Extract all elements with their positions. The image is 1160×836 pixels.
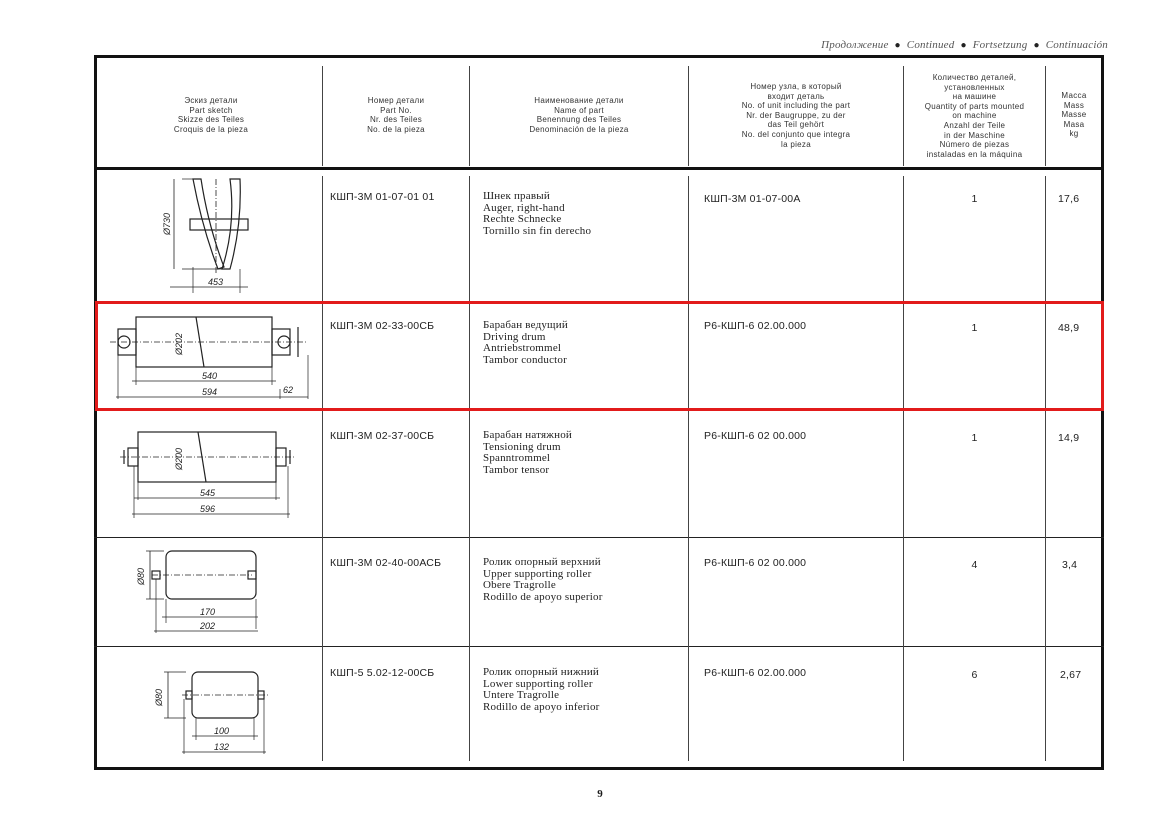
- mass-value: 48,9: [1058, 322, 1080, 334]
- unit-number: Р6-КШП-6 02 00.000: [704, 557, 807, 569]
- column-header-qty: Количество деталей, установленных на машине Quantity of parts mounted on machine Anzahl der Teile in der Maschine Número de piezas instaladas en la máquina: [924, 73, 1025, 159]
- row-divider: [94, 537, 1104, 538]
- dimension-label: 170: [200, 607, 216, 617]
- column-divider: [469, 176, 470, 761]
- part-name: Шнек правый Auger, right-hand Rechte Schnecke Tornillo sin fin derecho: [483, 190, 592, 237]
- column-header-mass: Масса Mass Masse Masa kg: [1061, 91, 1087, 139]
- dimension-label: 540: [202, 371, 218, 381]
- column-header-unit: Номер узла, в который входит деталь No. of unit including the part Nr. der Baugruppe, zu der das Teil gehört No. del conjunto que integra la pieza: [741, 82, 851, 149]
- continued-header: [700, 39, 1108, 51]
- mass-value: 17,6: [1058, 193, 1080, 205]
- unit-number: Р6-КШП-6 02.00.000: [704, 667, 807, 679]
- dimension-label: Ø202: [174, 332, 184, 355]
- dimension-label: 596: [200, 504, 216, 514]
- part-number: КШП-3М 02-37-00СБ: [330, 430, 435, 442]
- column-header-part-no: Номер детали Part No. Nr. des Teiles No. de la pieza: [367, 96, 425, 134]
- part-number: КШП-3М 01-07-01 01: [330, 191, 435, 203]
- bullet-icon: ●: [894, 40, 901, 51]
- dimension-label: 545: [200, 488, 216, 498]
- page-number: 9: [597, 788, 603, 800]
- column-divider: [688, 176, 689, 761]
- column-divider: [322, 176, 323, 761]
- unit-number: Р6-КШП-6 02 00.000: [704, 430, 807, 442]
- unit-number: КШП-3М 01-07-00А: [704, 193, 801, 205]
- column-header-sketch: Эскиз детали Part sketch Skizze des Teiles Croquis de la pieza: [173, 96, 249, 134]
- part-name: Ролик опорный нижний Lower supporting roller Untere Tragrolle Rodillo de apoyo inferior: [483, 666, 600, 713]
- mass-value: 3,4: [1062, 559, 1078, 571]
- dimension-label: 594: [202, 387, 218, 397]
- dimension-label: 453: [208, 277, 224, 287]
- part-number: КШП-3М 02-33-00СБ: [330, 320, 435, 332]
- header-divider: [94, 167, 1104, 170]
- quantity: 1: [971, 193, 978, 205]
- column-divider: [1045, 176, 1046, 761]
- continued-de: Fortsetzung: [972, 39, 1028, 51]
- part-number: КШП-5 5.02-12-00СБ: [330, 667, 435, 679]
- mass-value: 14,9: [1058, 432, 1080, 444]
- dimension-label: Ø730: [162, 212, 172, 235]
- mass-value: 2,67: [1060, 669, 1082, 681]
- quantity: 6: [971, 669, 978, 681]
- bullet-icon: ●: [1033, 40, 1040, 51]
- dimension-label: 100: [214, 726, 230, 736]
- lower-roller-sketch: [146, 662, 272, 758]
- part-name: Ролик опорный верхний Upper supporting roller Obere Tragrolle Rodillo de apoyo superior: [483, 556, 603, 603]
- tensioning-drum-sketch: [118, 420, 308, 522]
- quantity: 4: [971, 559, 978, 571]
- upper-roller-sketch: [128, 545, 258, 635]
- dimension-label: Ø80: [136, 567, 146, 585]
- dimension-label: 132: [214, 742, 230, 752]
- row-highlight-box: [95, 301, 1104, 411]
- bullet-icon: ●: [960, 40, 967, 51]
- quantity: 1: [971, 432, 978, 444]
- part-name: Барабан ведущий Driving drum Antriebstrommel Tambor conductor: [483, 319, 568, 366]
- part-number: КШП-3М 02-40-00АСБ: [330, 557, 442, 569]
- unit-number: Р6-КШП-6 02.00.000: [704, 320, 807, 332]
- dimension-label: 202: [200, 621, 216, 631]
- continued-en: Continued: [906, 39, 955, 51]
- dimension-label: Ø80: [154, 688, 164, 706]
- row-divider: [94, 646, 1104, 647]
- quantity: 1: [971, 322, 978, 334]
- column-header-name: Наименование детали Name of part Benennung des Teiles Denominación de la pieza: [529, 96, 629, 134]
- continued-es: Continuación: [1045, 39, 1108, 51]
- dimension-label: Ø200: [174, 447, 184, 470]
- part-name: Барабан натяжной Tensioning drum Spanntrommel Tambor tensor: [483, 429, 572, 476]
- auger-sketch: [160, 175, 260, 297]
- dimension-label: 62: [283, 385, 294, 395]
- continued-ru: Продолжение: [821, 39, 889, 51]
